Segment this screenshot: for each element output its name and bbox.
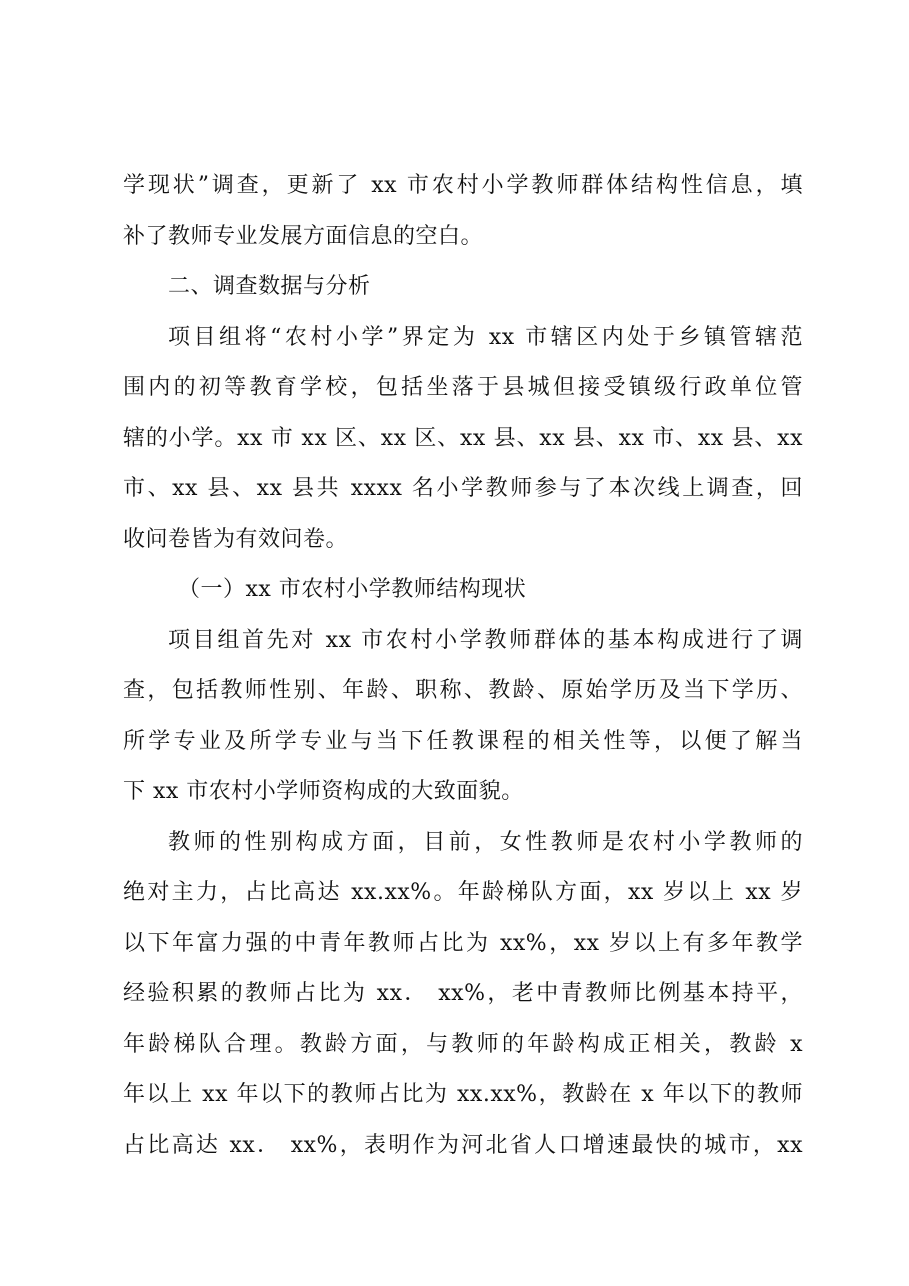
text-line-2: 补了教师专业发展方面信息的空白。	[123, 224, 484, 249]
text-line-8: 收问卷皆为有效问卷。	[123, 527, 349, 552]
text-line-17: 经验积累的教师占比为 xx． xx%，老中青教师比例基本持平，	[123, 981, 803, 1006]
text-line-19: 年以上 xx 年以下的教师占比为 xx.xx%，教龄在 x 年以下的教师	[123, 1082, 803, 1107]
text-line-11: 查，包括教师性别、年龄、职称、教龄、原始学历及当下学历、	[123, 678, 803, 703]
text-line-14: 教师的性别构成方面，目前，女性教师是农村小学教师的	[168, 830, 803, 855]
text-line-5: 围内的初等教育学校，包括坐落于县城但接受镇级行政单位管	[123, 375, 803, 400]
text-line-16: 以下年富力强的中青年教师占比为 xx%，xx 岁以上有多年教学	[123, 931, 803, 956]
subsection-heading: （一）xx 市农村小学教师结构现状	[178, 577, 527, 602]
text-line-1: 学现状”调查，更新了 xx 市农村小学教师群体结构性信息，填	[123, 173, 803, 198]
text-line-6: 辖的小学。xx 市 xx 区、xx 区、xx 县、xx 县、xx 市、xx 县、xx	[123, 426, 803, 451]
text-line-15: 绝对主力，占比高达 xx.xx%。年龄梯队方面，xx 岁以上 xx 岁	[123, 880, 803, 905]
section-heading: 二、调查数据与分析	[168, 274, 371, 299]
text-line-12: 所学专业及所学专业与当下任教课程的相关性等，以便了解当	[123, 729, 803, 754]
text-line-10: 项目组首先对 xx 市农村小学教师群体的基本构成进行了调	[168, 628, 803, 653]
text-line-18: 年龄梯队合理。教龄方面，与教师的年龄构成正相关，教龄 x	[123, 1032, 803, 1057]
text-line-4: 项目组将“农村小学”界定为 xx 市辖区内处于乡镇管辖范	[168, 325, 803, 350]
text-line-7: 市、xx 县、xx 县共 xxxx 名小学教师参与了本次线上调查，回	[123, 476, 803, 501]
text-line-13: 下 xx 市农村小学师资构成的大致面貌。	[123, 779, 524, 804]
text-line-20: 占比高达 xx． xx%，表明作为河北省人口增速最快的城市，xx	[123, 1133, 803, 1158]
